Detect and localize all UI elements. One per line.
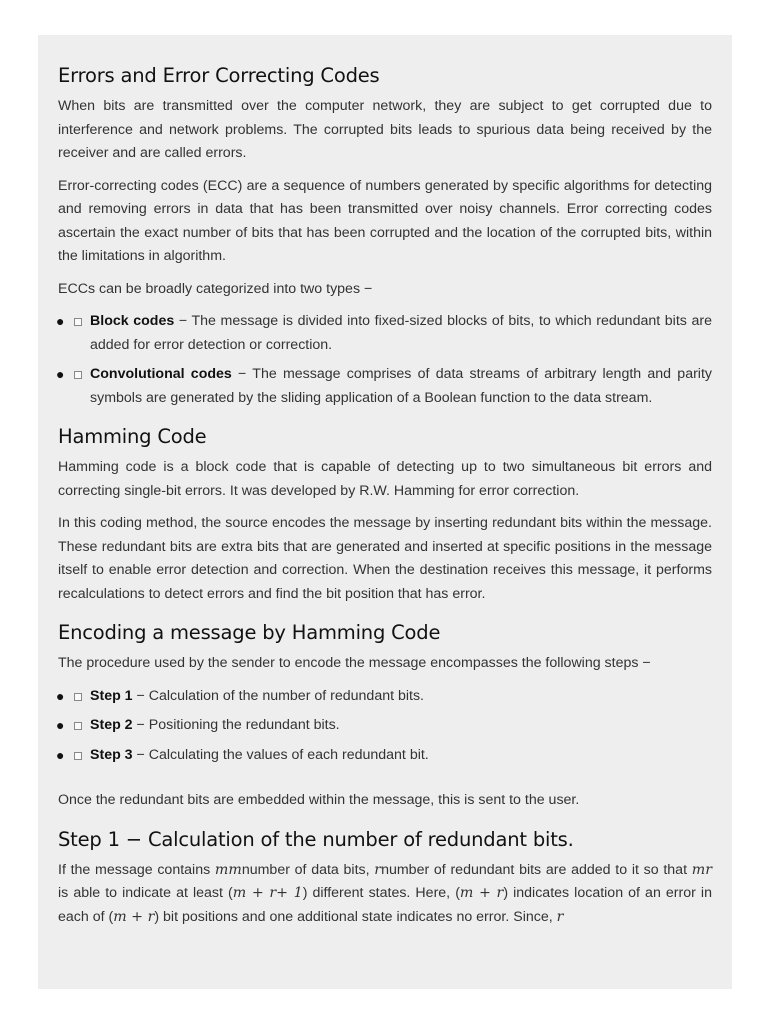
errors-paragraph-1: When bits are transmitted over the computer network, they are subject to get corrupted due to interference and network problems. The corrupted bits leads to spurious data being received by the receiver and are called errors. [58,98,712,161]
list-item-term: Convolutional codes [90,366,232,382]
square-bullet-icon [74,693,82,701]
text-run: If the message contains [58,861,215,878]
section-title-encoding: Encoding a message by Hamming Code [58,621,441,644]
encoding-paragraph-2: Once the redundant bits are embedded within the message, this is sent to the user. [58,792,580,808]
list-item-text: − Calculation of the number of redundant bits. [132,687,424,704]
square-bullet-icon [74,318,82,326]
article-panel [38,35,732,989]
list-item [58,310,712,357]
math-var: mr [691,861,712,878]
text-run: ) indicates location of an error in each of ( [58,885,712,925]
bullet-icon: ● [56,746,65,763]
list-item-term: Step 1 [90,687,133,704]
article-content [38,35,732,929]
list-item [58,744,712,768]
list-item-term: Block codes [90,313,175,329]
errors-paragraph-3: ECCs can be broadly categorized into two types − [58,280,373,297]
square-bullet-icon [74,371,82,379]
spacer [58,779,712,789]
text-run: ) bit positions and one additional state indicates no error. Since, [154,908,557,925]
math-expr: m + r [113,908,155,925]
bullet-icon: ● [56,313,65,329]
ecc-types-list [58,310,712,410]
encoding-paragraph-1: The procedure used by the sender to encode the message encompasses the following steps − [58,655,651,671]
math-expr: m + r [459,885,504,901]
step1-paragraph [58,859,712,930]
list-item-text: − The message comprises of data streams of arbitrary length and parity symbols are generated by the sliding application of a Boolean function to the data stream. [90,366,712,406]
math-var: r [374,861,382,878]
list-item-term: Step 2 [90,717,133,733]
section-title-errors: Errors and Error Correcting Codes [58,64,380,87]
list-item [58,363,712,410]
square-bullet-icon [74,722,82,730]
square-bullet-icon [74,752,82,760]
section-title-hamming: Hamming Code [58,425,207,448]
section-title-step1: Step 1 − Calculation of the number of redundant bits. [58,827,574,851]
list-item [58,685,712,709]
text-run: ) different states. Here, ( [302,885,460,901]
list-item-text: − Calculating the values of each redundant bit. [132,746,429,763]
bullet-icon: ● [56,717,65,733]
list-item-text: − Positioning the redundant bits. [132,717,340,733]
math-var: r [556,908,564,925]
errors-paragraph-2: Error-correcting codes (ECC) are a sequence of numbers generated by specific algorithms for detecting and removing errors in data that has been transmitted over noisy channels. Error correcting codes ascertain the exact number of bits that has been corrupted and the location of the corrupted bits, within the limitations in algorithm. [58,177,712,264]
encoding-steps-list [58,685,712,768]
math-expr: m + r+ 1 [232,885,303,901]
text-run: number of data bits, [241,861,375,878]
bullet-icon: ● [56,687,65,704]
text-run: number of redundant bits are added to it so that [381,861,692,878]
hamming-paragraph-2: In this coding method, the source encodes the message by inserting redundant bits within the message. These redundant bits are extra bits that are generated and inserted at specific positions in the message itself to enable error detection and correction. When the destination receives this message, it performs recalculations to detect errors and find the bit position that has error. [58,515,712,602]
list-item-term: Step 3 [90,746,133,763]
text-run: is able to indicate at least ( [58,885,233,901]
list-item [58,714,712,738]
hamming-paragraph-1: Hamming code is a block code that is capable of detecting up to two simultaneous bit errors and correcting single-bit errors. It was developed by R.W. Hamming for error correction. [58,459,712,499]
bullet-icon: ● [56,366,65,382]
list-item-text: − The message is divided into fixed-sized blocks of bits, to which redundant bits are added for error detection or correction. [90,313,712,353]
math-var: mm [214,861,242,878]
